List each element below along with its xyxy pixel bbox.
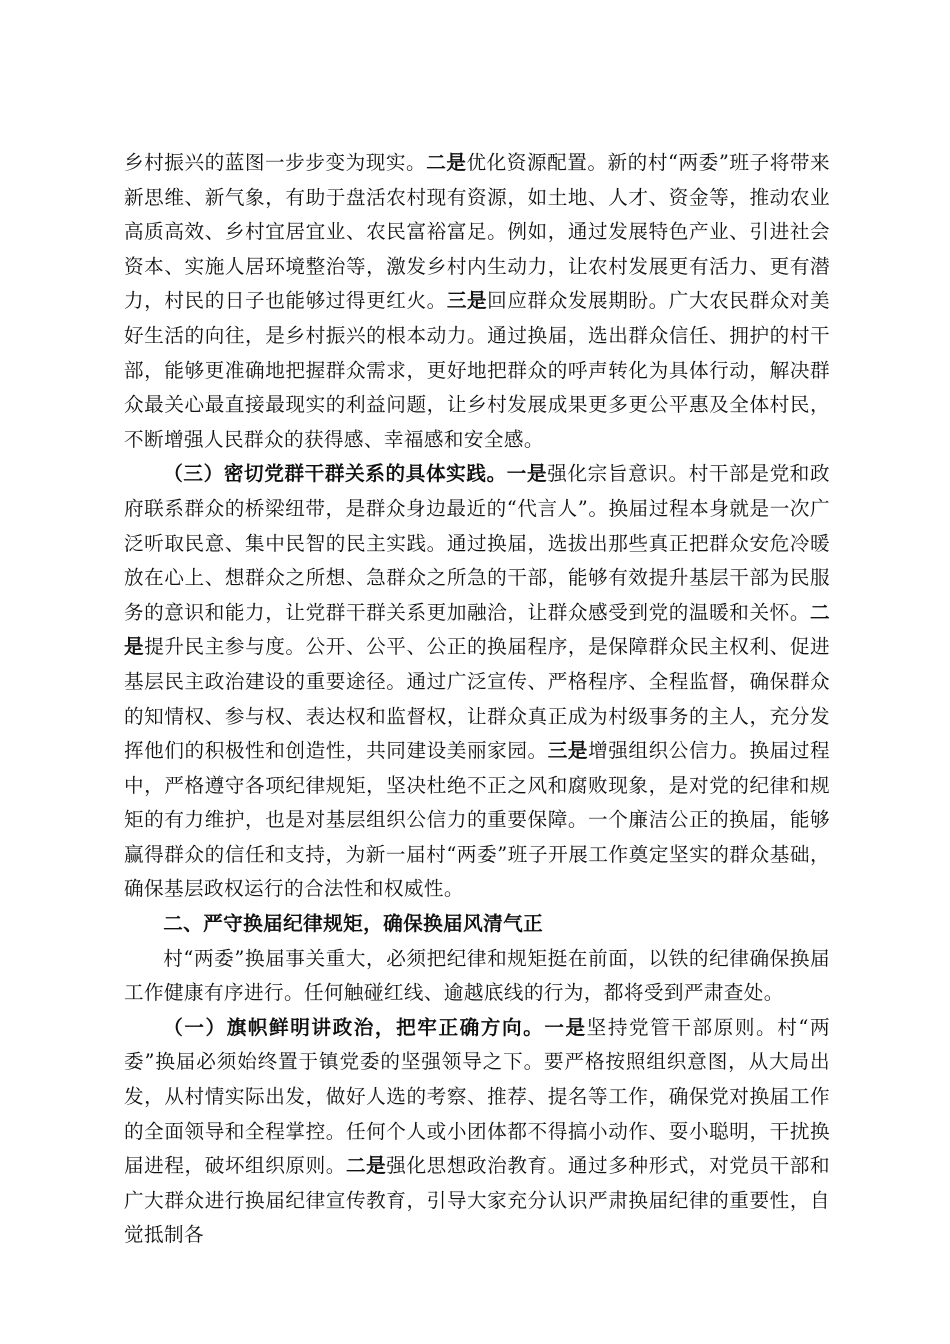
document-page — [124, 146, 830, 1253]
text-run: 优化资源配置。新的村“两委”班子将带来新思维、新气象，有助于盘活农村现有资源，如土地、人才、资金等，推动农业高质高效、乡村宜居宜业、农民富裕富足。例如，通过发展特色产业、引进社会资本、实施人居环境整治等，激发乡村内生动力，让农村发展更有活力、更有潜力，村民的日子也能够过得更红火。 — [124, 151, 830, 313]
section-subheading: （三）密切党群干群关系的具体实践。 — [163, 462, 507, 486]
paragraph — [124, 942, 830, 1011]
text-run: 强化宗旨意识。村干部是党和政府联系群众的桥梁纽带，是群众身边最近的“代言人”。换届过程本身就是一次广泛听取民意、集中民智的民主实践。通过换届，选拔出那些真正把群众安危冷暖放在心上、想群众之所想、急群众之所急的干部，能够有效提升基层干部为民服务的意识和能力，让党群干群关系更加融洽，让群众感受到党的温暖和关怀。 — [124, 462, 830, 624]
bold-run: 三是 — [446, 289, 488, 313]
section-heading — [124, 907, 830, 942]
bold-run: 二是 — [345, 1154, 387, 1178]
text-run: 村“两委”换届事关重大，必须把纪律和规矩挺在前面，以铁的纪律确保换届工作健康有序进行。任何触碰红线、逾越底线的行为，都将受到严肃查处。 — [124, 946, 830, 1005]
text-run: 提升民主参与度。公开、公平、公正的换届程序，是保障群众民主权利、促进基层民主政治建设的重要途径。通过广泛宣传、严格程序、全程监督，确保群众的知情权、参与权、表达权和监督权，让群众真正成为村级事务的主人，充分发挥他们的积极性和创造性，共同建设美丽家园。 — [124, 635, 830, 763]
bold-run: 一是 — [506, 462, 548, 486]
text-run: 回应群众发展期盼。广大农民群众对美好生活的向往，是乡村振兴的根本动力。通过换届，选出群众信任、拥护的村干部，能够更准确地把握群众需求，更好地把群众的呼声转化为具体行动，解决群众最关心最直接最现实的利益问题，让乡村发展成果更多更公平惠及全体村民，不断增强人民群众的获得感、幸福感和安全感。 — [124, 289, 830, 451]
section-subheading: （一）旗帜鲜明讲政治，把牢正确方向。 — [163, 1015, 545, 1039]
paragraph — [124, 457, 830, 907]
text-run: 强化思想政治教育。通过多种形式，对党员干部和广大群众进行换届纪律宣传教育，引导大家充分认识严肃换届纪律的重要性，自觉抵制各 — [124, 1154, 830, 1247]
section-heading-text: 二、严守换届纪律规矩，确保换届风清气正 — [163, 912, 544, 936]
bold-run: 三是 — [547, 739, 589, 763]
text-run: 坚持党管干部原则。村“两委”换届必须始终置于镇党委的坚强领导之下。要严格按照组织意图，从大局出发，从村情实际出发，做好人选的考察、推荐、提名等工作，确保党对换届工作的全面领导和全程掌控。任何个人或小团体都不得搞小动作、耍小聪明，干扰换届进程，破坏组织原则。 — [124, 1015, 830, 1178]
text-run: 乡村振兴的蓝图一步步变为现实。 — [124, 151, 427, 174]
bold-run: 二是 — [426, 151, 467, 174]
bold-run: 二是 — [124, 600, 830, 659]
text-run: 增强组织公信力。换届过程中，严格遵守各项纪律规矩，坚决杜绝不正之风和腐败现象，是对党的纪律和规矩的有力维护，也是对基层组织公信力的重要保障。一个廉洁公正的换届，能够赢得群众的信任和支持，为新一届村“两委”班子开展工作奠定坚实的群众基础，确保基层政权运行的合法性和权威性。 — [124, 739, 830, 901]
paragraph — [124, 146, 830, 457]
paragraph — [124, 1011, 830, 1253]
bold-run: 一是 — [544, 1015, 587, 1039]
